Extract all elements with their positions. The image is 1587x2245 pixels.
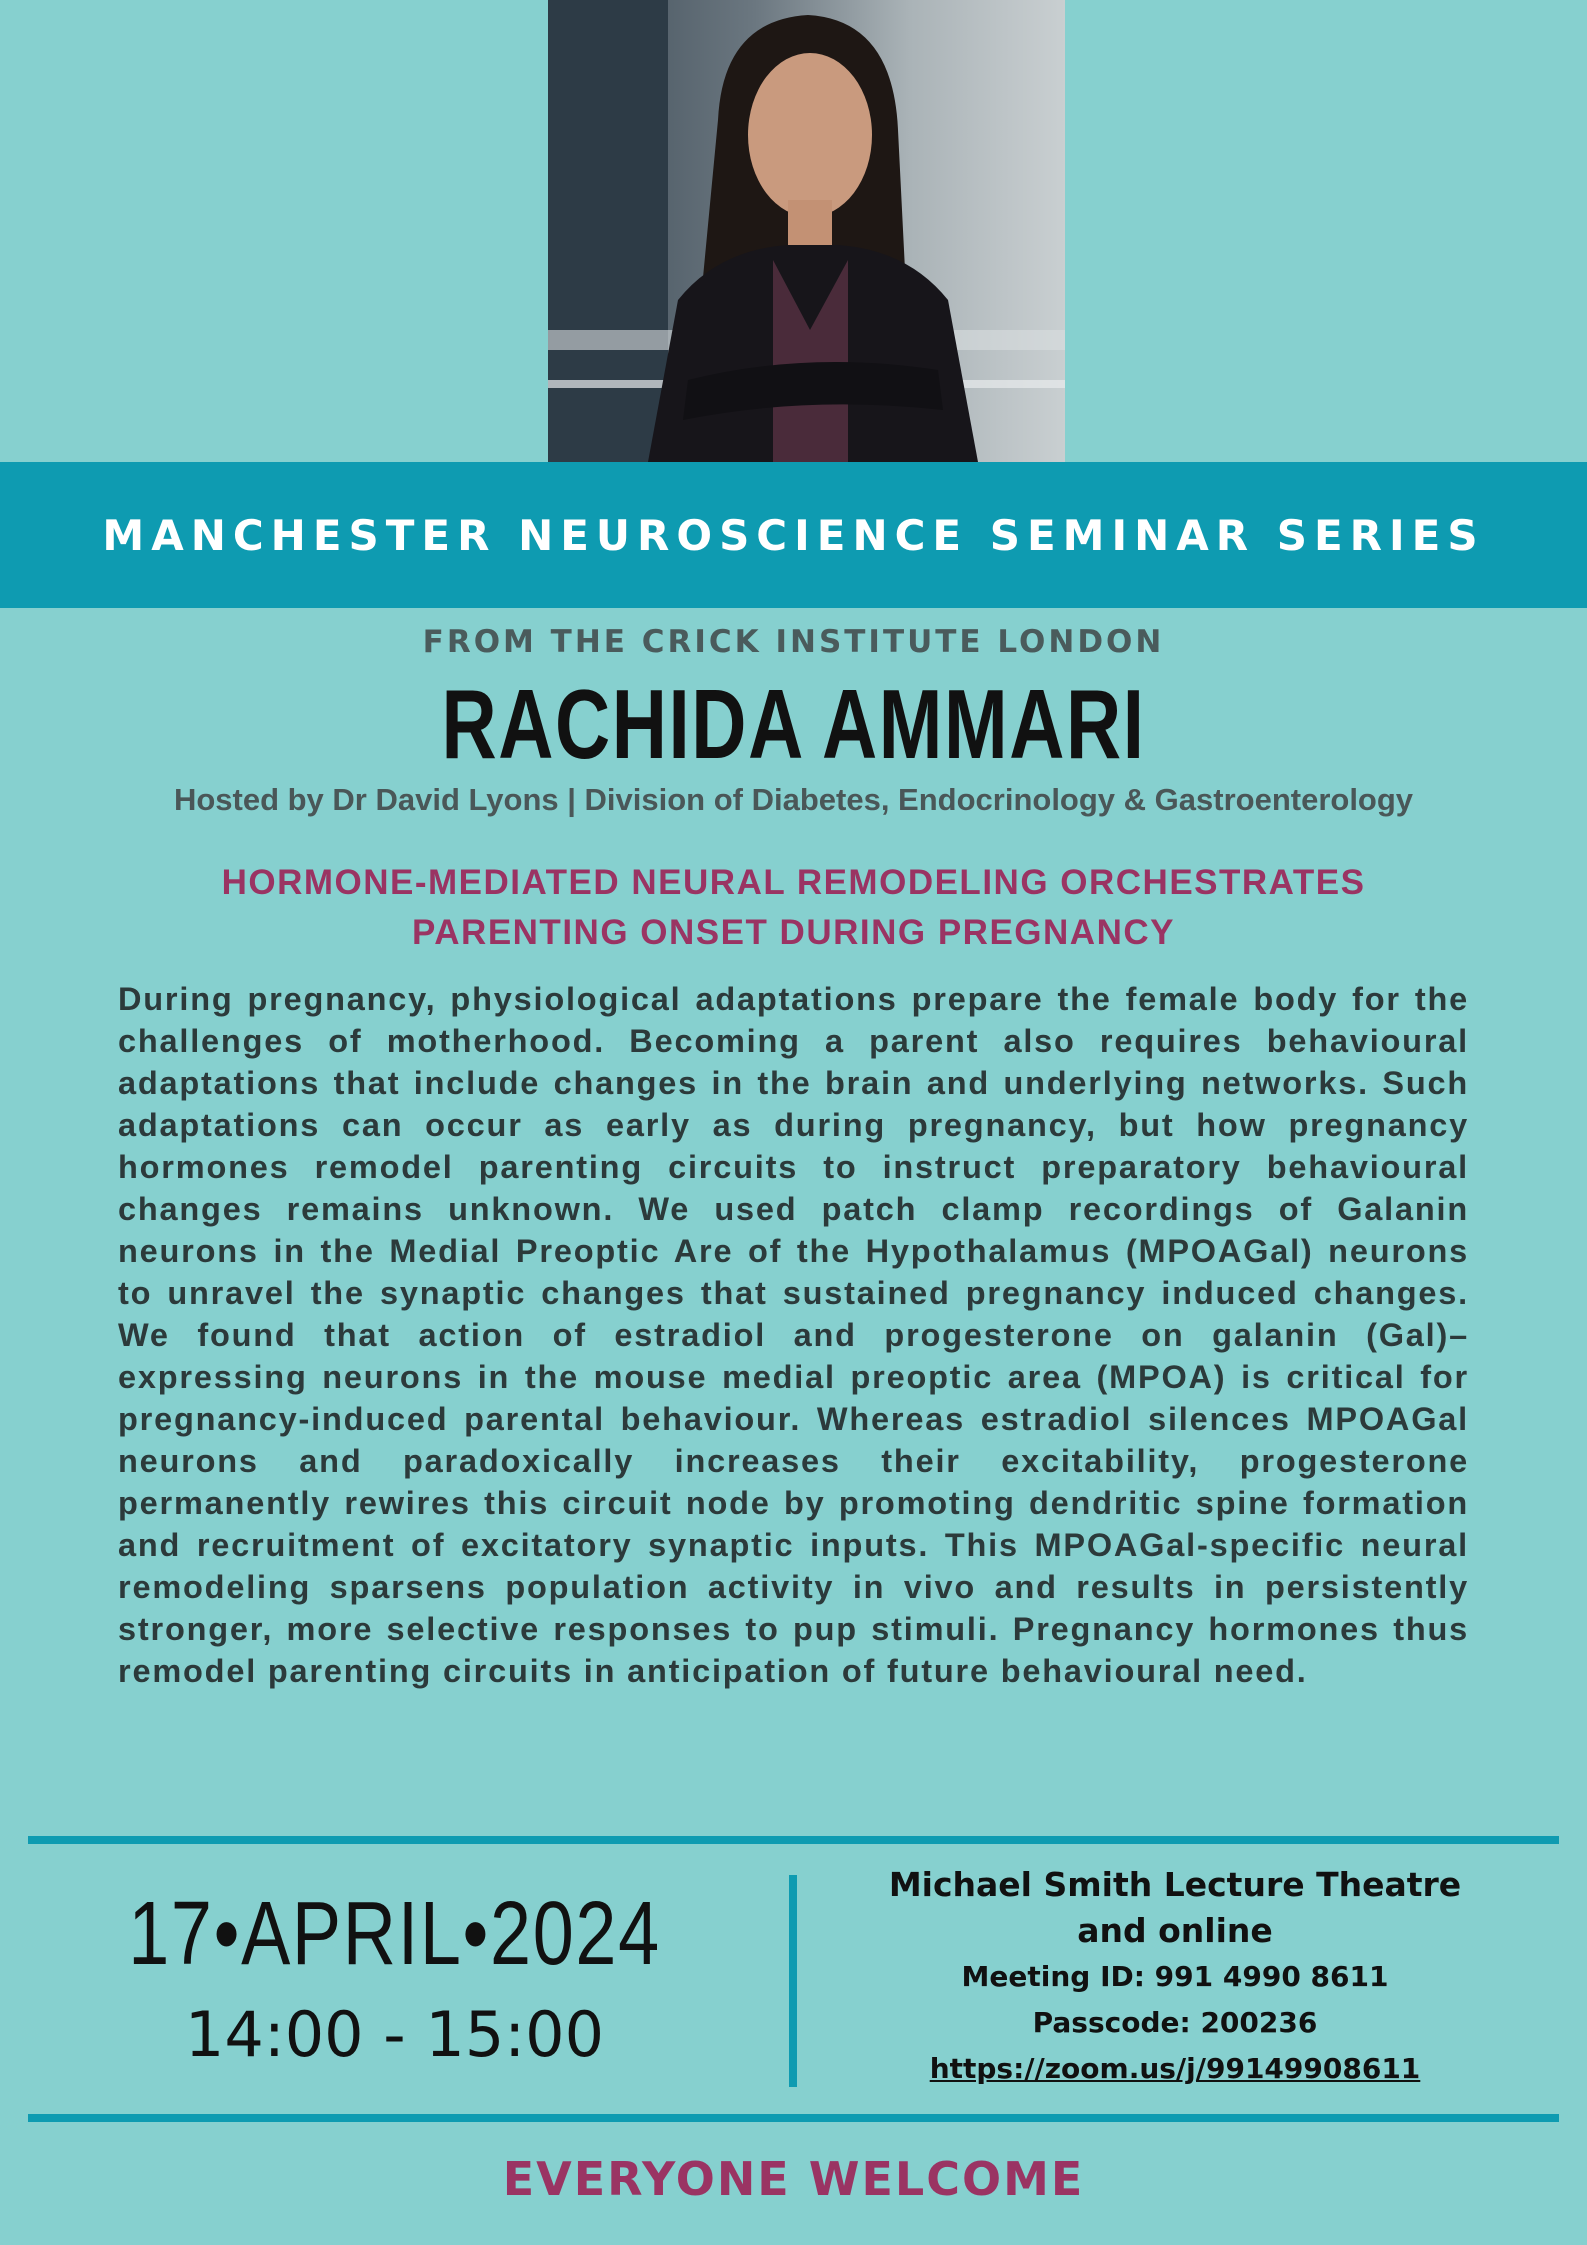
zoom-link[interactable]: https://zoom.us/j/99149908611 — [929, 2052, 1421, 2085]
event-date: 17•APRIL•2024 — [128, 1884, 661, 1984]
event-time: 14:00 - 15:00 — [184, 1998, 605, 2071]
divider-bottom — [28, 2114, 1559, 2122]
speaker-name: RACHIDA AMMARI — [441, 669, 1146, 779]
divider-vertical — [789, 1875, 797, 2087]
series-title: MANCHESTER NEUROSCIENCE SEMINAR SERIES — [102, 510, 1485, 560]
speaker-photo — [548, 0, 1065, 462]
talk-title — [100, 858, 1487, 958]
talk-title-line-1: HORMONE-MEDIATED NEURAL REMODELING ORCHESTRATES — [221, 863, 1366, 902]
everyone-welcome: EVERYONE WELCOME — [502, 2152, 1085, 2206]
talk-abstract: During pregnancy, physiological adaptations prepare the female body for the challenges of motherhood. Becoming a parent also requires behavioural adaptations that include changes in the brain and underlying networks. Such adaptations can occur as early as during pregnancy, but how pregnancy hormones remodel parenting circuits to instruct preparatory behavioural changes remains unknown. We used patch clamp recordings of Galanin neurons in the Medial Preoptic Are of the Hypothalamus (MPOAGal) neurons to unravel the synaptic changes that sustained pregnancy induced changes. We found that action of estradiol and progesterone on galanin (Gal)–expressing neurons in the mouse medial preoptic area (MPOA) is critical for pregnancy-induced parental behaviour. Whereas estradiol silences MPOAGal neurons and paradoxically increases their excitability, progesterone permanently rewires this circuit node by promoting dendritic spine formation and recruitment of excitatory synaptic inputs. This MPOAGal-specific neural remodeling sparsens population activity in vivo and results in persistently stronger, more selective responses to pup stimuli. Pregnancy hormones thus remodel parenting circuits in anticipation of future behavioural need. — [118, 981, 1469, 1689]
passcode: Passcode: 200236 — [1032, 2006, 1318, 2039]
divider-top — [28, 1836, 1559, 1844]
host-line: Hosted by Dr David Lyons | Division of Diabetes, Endocrinology & Gastroenterology — [173, 782, 1414, 817]
meeting-id: Meeting ID: 991 4990 8611 — [961, 1960, 1389, 1993]
venue-line-1: Michael Smith Lecture Theatre — [888, 1865, 1462, 1904]
talk-title-line-2: PARENTING ONSET DURING PREGNANCY — [412, 913, 1175, 952]
venue-line-2: and online — [1077, 1911, 1273, 1950]
venue-info — [820, 1862, 1530, 2092]
series-banner — [0, 462, 1587, 608]
speaker-portrait-illustration — [548, 0, 1065, 462]
speaker-affiliation: FROM THE CRICK INSTITUTE LONDON — [422, 624, 1165, 660]
